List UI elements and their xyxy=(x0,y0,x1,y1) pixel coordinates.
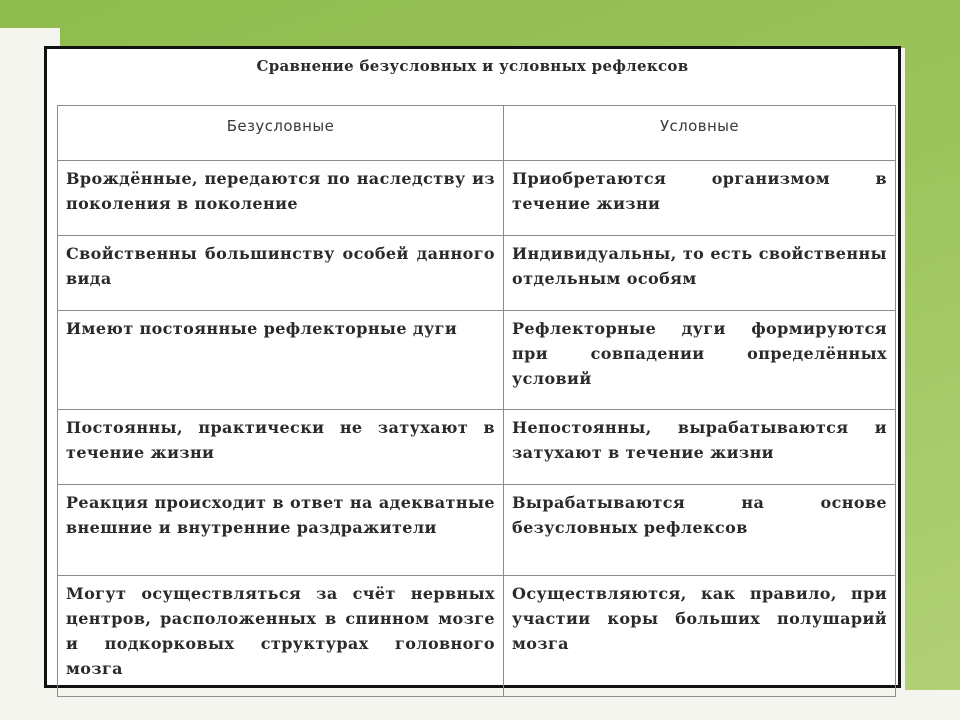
cell-unconditioned: Постоянны, практически не затухают в течение жизни xyxy=(58,410,504,485)
cell-conditioned: Вырабатываются на основе безусловных рефлексов xyxy=(504,485,896,576)
cell-conditioned: Индивидуальны, то есть свойственны отдельным особям xyxy=(504,236,896,311)
table-row xyxy=(58,576,896,697)
table-row xyxy=(58,410,896,485)
header-unconditioned: Безусловные xyxy=(58,106,504,161)
table-row xyxy=(58,311,896,410)
table-image-frame xyxy=(44,46,901,688)
cell-conditioned: Осуществляются, как правило, при участии коры больших полушарий мозга xyxy=(504,576,896,697)
table-row xyxy=(58,236,896,311)
cell-unconditioned: Имеют постоянные рефлекторные дуги xyxy=(58,311,504,410)
comparison-table xyxy=(57,105,896,697)
cell-conditioned: Непостоянны, вырабатываются и затухают в течение жизни xyxy=(504,410,896,485)
table-header-row xyxy=(58,106,896,161)
cell-unconditioned: Реакция происходит в ответ на адекватные внешние и внутренние раздражители xyxy=(58,485,504,576)
header-conditioned: Условные xyxy=(504,106,896,161)
cell-unconditioned: Врождённые, передаются по наследству из поколения в поколение xyxy=(58,161,504,236)
cell-conditioned: Рефлекторные дуги формируются при совпадении определённых условий xyxy=(504,311,896,410)
cell-unconditioned: Свойственны большинству особей данного вида xyxy=(58,236,504,311)
table-row xyxy=(58,485,896,576)
cell-conditioned: Приобретаются организмом в течение жизни xyxy=(504,161,896,236)
table-row xyxy=(58,161,896,236)
cell-unconditioned: Могут осуществляться за счёт нервных центров, расположенных в спинном мозге и подкорковых структурах головного мозга xyxy=(58,576,504,697)
table-title: Сравнение безусловных и условных рефлексов xyxy=(256,57,689,75)
